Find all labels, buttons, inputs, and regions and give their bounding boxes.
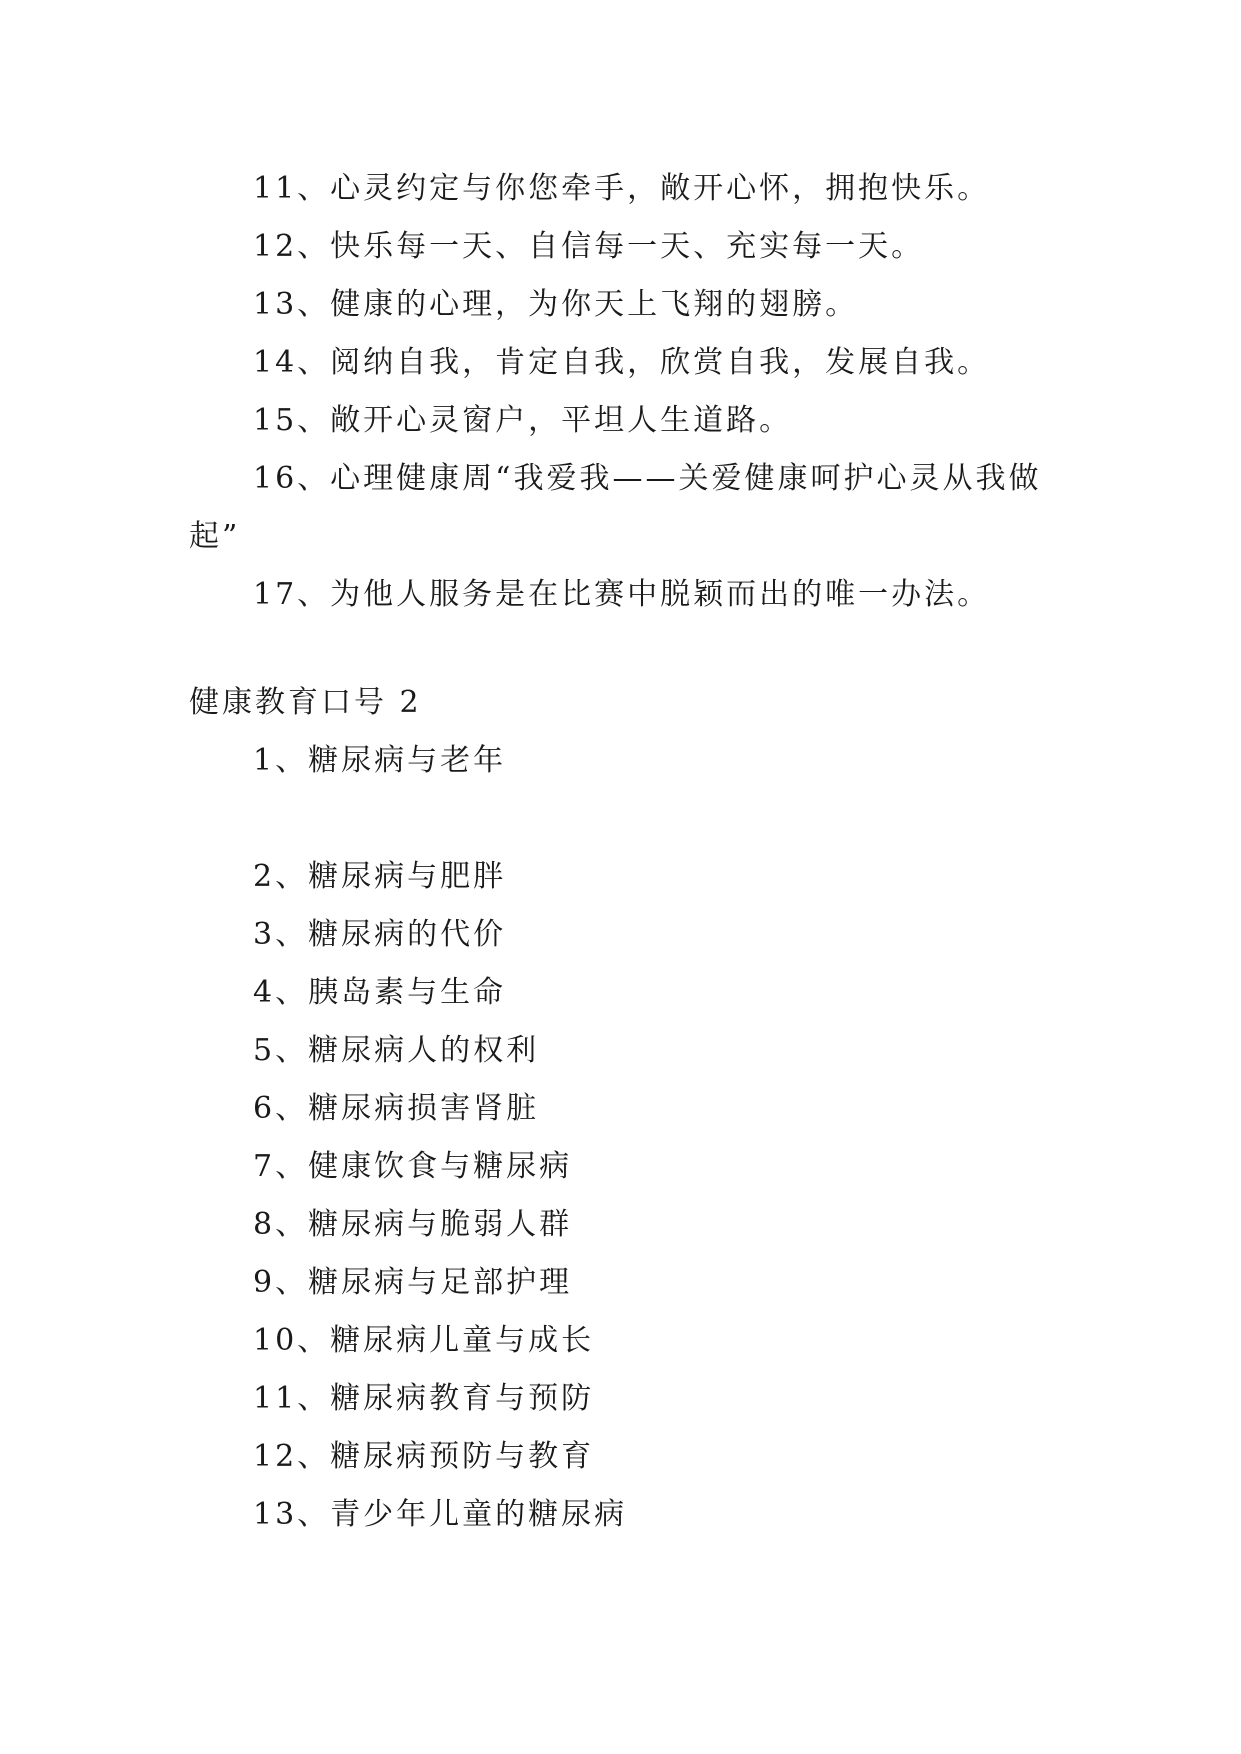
section-title: 健康教育口号 2 bbox=[189, 685, 422, 720]
blank-line bbox=[189, 790, 1049, 848]
slogan-item: 13、健康的心理，为你天上飞翔的翅膀。 bbox=[253, 287, 859, 322]
slogan-item: 14、阅纳自我，肯定自我，欣赏自我，发展自我。 bbox=[253, 345, 991, 380]
list-item: 2、糖尿病与肥胖 bbox=[253, 859, 507, 894]
list-item: 3、糖尿病的代价 bbox=[253, 917, 507, 952]
slogan-item: 16、心理健康周“我爱我——关爱健康呵护心灵从我做起” bbox=[189, 461, 1042, 554]
slogan-item: 17、为他人服务是在比赛中脱颖而出的唯一办法。 bbox=[253, 577, 991, 612]
list-item: 9、糖尿病与足部护理 bbox=[253, 1265, 573, 1300]
list-item: 13、青少年儿童的糖尿病 bbox=[253, 1497, 628, 1532]
list-item: 8、糖尿病与脆弱人群 bbox=[253, 1207, 573, 1242]
list-item: 1、糖尿病与老年 bbox=[253, 743, 507, 778]
slogan-item: 15、敞开心灵窗户，平坦人生道路。 bbox=[253, 403, 793, 438]
list-item: 7、健康饮食与糖尿病 bbox=[253, 1149, 573, 1184]
list-item: 10、糖尿病儿童与成长 bbox=[253, 1323, 595, 1358]
document-content bbox=[189, 160, 1049, 1544]
list-item: 6、糖尿病损害肾脏 bbox=[253, 1091, 540, 1126]
list-item: 12、糖尿病预防与教育 bbox=[253, 1439, 595, 1474]
list-item: 11、糖尿病教育与预防 bbox=[253, 1381, 595, 1416]
slogan-item: 11、心灵约定与你您牵手，敞开心怀，拥抱快乐。 bbox=[253, 171, 991, 206]
list-item: 4、胰岛素与生命 bbox=[253, 975, 507, 1010]
slogan-item: 12、快乐每一天、自信每一天、充实每一天。 bbox=[253, 229, 925, 264]
list-item: 5、糖尿病人的权利 bbox=[253, 1033, 540, 1068]
